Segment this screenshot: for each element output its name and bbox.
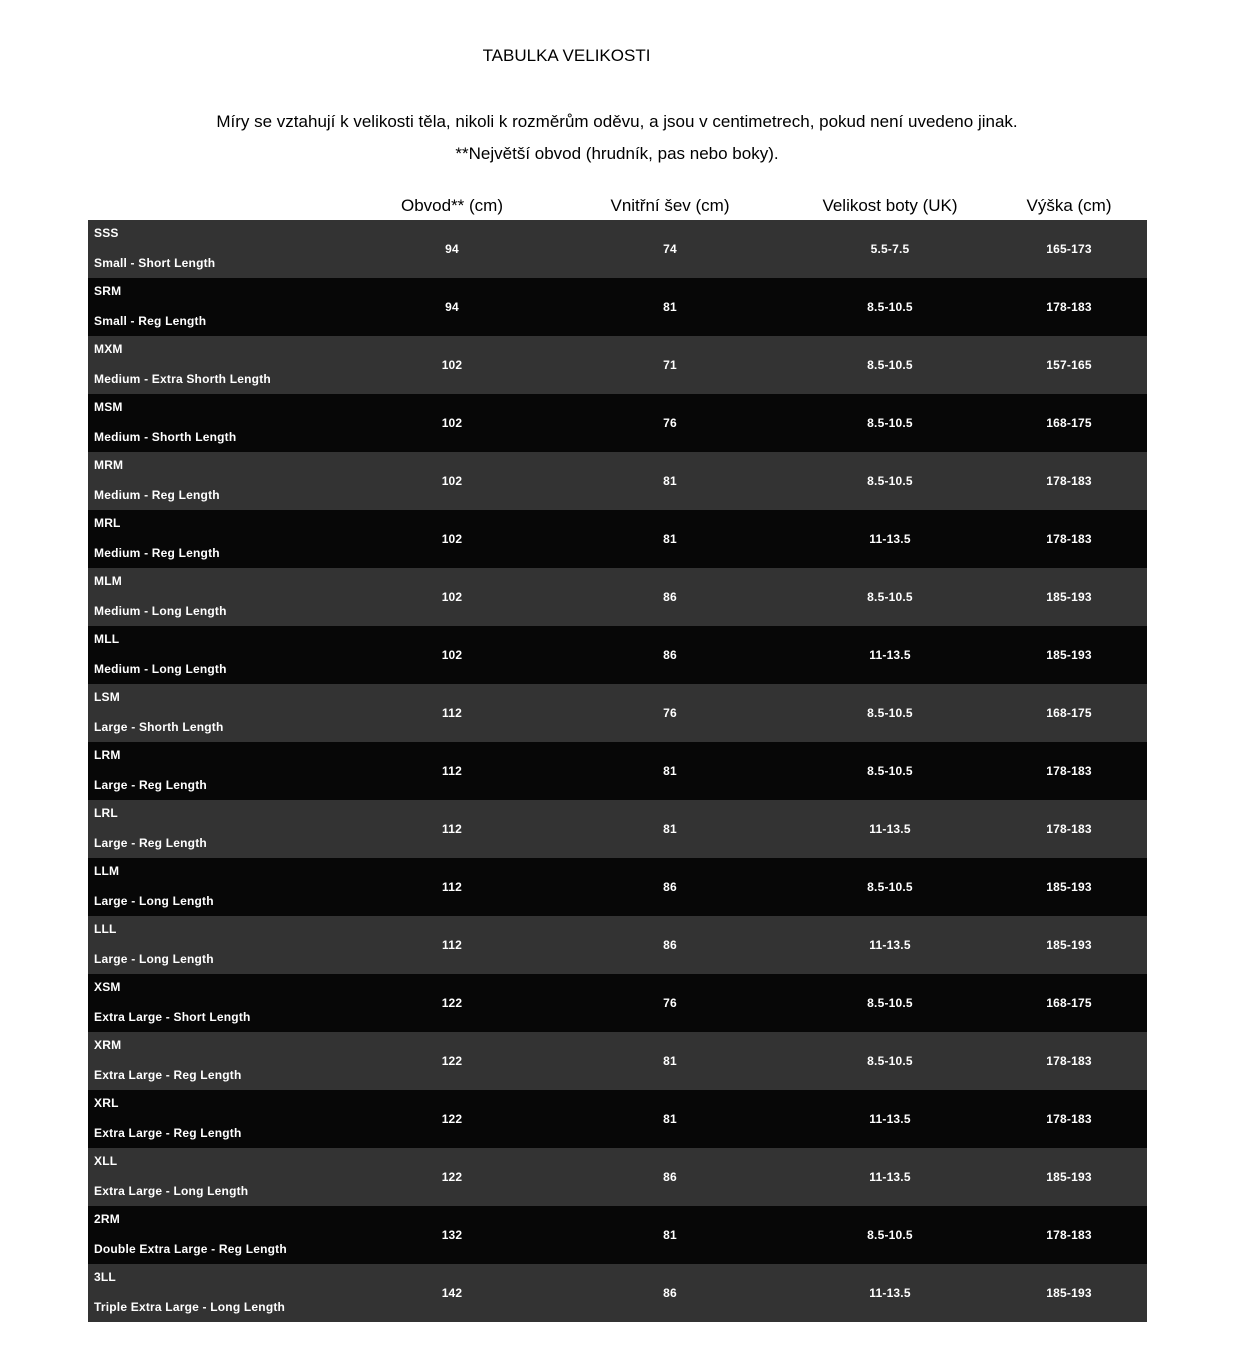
size-label-cell xyxy=(88,1032,353,1090)
height-value: 178-183 xyxy=(1046,1054,1092,1068)
shoe-size-value: 8.5-10.5 xyxy=(867,996,913,1010)
inseam-value: 81 xyxy=(663,300,677,314)
size-description: Medium - Reg Length xyxy=(94,488,220,502)
size-description: Large - Shorth Length xyxy=(94,720,224,734)
shoe-size-value: 8.5-10.5 xyxy=(867,474,913,488)
table-row xyxy=(88,510,1147,568)
page-title: TABULKA VELIKOSTI xyxy=(482,46,651,65)
size-code: MLL xyxy=(94,632,120,646)
obvod-value: 102 xyxy=(441,416,463,430)
table-row xyxy=(88,742,1147,800)
size-description: Extra Large - Short Length xyxy=(94,1010,251,1024)
inseam-value: 86 xyxy=(663,590,677,604)
height-value: 178-183 xyxy=(1046,532,1092,546)
obvod-value: 122 xyxy=(441,1054,463,1068)
size-label-cell xyxy=(88,858,353,916)
obvod-value: 142 xyxy=(441,1286,463,1300)
size-code: LLM xyxy=(94,864,120,878)
shoe-size-value: 8.5-10.5 xyxy=(867,416,913,430)
table-row xyxy=(88,916,1147,974)
size-code: MSM xyxy=(94,400,123,414)
size-label-cell xyxy=(88,394,353,452)
table-row xyxy=(88,800,1147,858)
inseam-value: 81 xyxy=(663,1112,677,1126)
size-code: XRM xyxy=(94,1038,122,1052)
size-description: Extra Large - Reg Length xyxy=(94,1126,242,1140)
shoe-size-value: 11-13.5 xyxy=(869,1112,911,1126)
size-label-cell xyxy=(88,1090,353,1148)
inseam-value: 86 xyxy=(663,880,677,894)
inseam-value: 81 xyxy=(663,822,677,836)
size-description: Medium - Reg Length xyxy=(94,546,220,560)
size-label-cell xyxy=(88,684,353,742)
size-label-cell xyxy=(88,974,353,1032)
inseam-value: 86 xyxy=(663,1286,677,1300)
shoe-size-value: 8.5-10.5 xyxy=(867,358,913,372)
column-header-size xyxy=(88,194,353,218)
obvod-value: 102 xyxy=(441,532,463,546)
obvod-value: 102 xyxy=(441,590,463,604)
size-label-cell xyxy=(88,742,353,800)
height-value: 168-175 xyxy=(1046,706,1092,720)
size-description: Medium - Long Length xyxy=(94,604,227,618)
shoe-size-value: 11-13.5 xyxy=(869,1170,911,1184)
size-label-cell xyxy=(88,1264,353,1322)
size-description: Double Extra Large - Reg Length xyxy=(94,1242,287,1256)
column-header-height: Výška (cm) xyxy=(1026,196,1112,215)
shoe-size-value: 8.5-10.5 xyxy=(867,706,913,720)
table-row xyxy=(88,1032,1147,1090)
height-value: 185-193 xyxy=(1046,590,1092,604)
size-label-cell xyxy=(88,916,353,974)
height-value: 185-193 xyxy=(1046,1286,1092,1300)
size-table xyxy=(88,220,1147,1322)
size-label-cell xyxy=(88,1206,353,1264)
inseam-value: 81 xyxy=(663,1228,677,1242)
size-note-line2: **Největší obvod (hrudník, pas nebo boky). xyxy=(455,144,779,163)
size-code: MLM xyxy=(94,574,122,588)
inseam-value: 76 xyxy=(663,416,677,430)
size-code: LLL xyxy=(94,922,117,936)
shoe-size-value: 11-13.5 xyxy=(869,1286,911,1300)
height-value: 185-193 xyxy=(1046,648,1092,662)
size-code: LRL xyxy=(94,806,118,820)
height-value: 168-175 xyxy=(1046,416,1092,430)
table-row xyxy=(88,1206,1147,1264)
height-value: 168-175 xyxy=(1046,996,1092,1010)
size-code: MRL xyxy=(94,516,121,530)
size-label-cell xyxy=(88,568,353,626)
shoe-size-value: 11-13.5 xyxy=(869,938,911,952)
inseam-value: 81 xyxy=(663,532,677,546)
shoe-size-value: 8.5-10.5 xyxy=(867,1228,913,1242)
column-header-shoe-size: Velikost boty (UK) xyxy=(822,196,958,215)
inseam-value: 74 xyxy=(663,242,677,256)
size-label-cell xyxy=(88,278,353,336)
size-label-cell xyxy=(88,220,353,278)
size-code: MXM xyxy=(94,342,123,356)
height-value: 165-173 xyxy=(1046,242,1092,256)
shoe-size-value: 8.5-10.5 xyxy=(867,1054,913,1068)
size-code: 2RM xyxy=(94,1212,120,1226)
inseam-value: 81 xyxy=(663,764,677,778)
table-row xyxy=(88,220,1147,278)
obvod-value: 122 xyxy=(441,1170,463,1184)
obvod-value: 112 xyxy=(442,822,462,836)
size-note xyxy=(0,106,1234,170)
table-row xyxy=(88,974,1147,1032)
shoe-size-value: 8.5-10.5 xyxy=(867,880,913,894)
size-description: Small - Short Length xyxy=(94,256,216,270)
height-value: 185-193 xyxy=(1046,1170,1092,1184)
height-value: 178-183 xyxy=(1046,300,1092,314)
size-description: Extra Large - Reg Length xyxy=(94,1068,242,1082)
size-description: Medium - Shorth Length xyxy=(94,430,237,444)
inseam-value: 81 xyxy=(663,1054,677,1068)
size-code: LRM xyxy=(94,748,121,762)
size-code: LSM xyxy=(94,690,120,704)
size-label-cell xyxy=(88,626,353,684)
size-code: 3LL xyxy=(94,1270,116,1284)
table-row xyxy=(88,1090,1147,1148)
size-description: Medium - Extra Shorth Length xyxy=(94,372,271,386)
obvod-value: 94 xyxy=(445,242,459,256)
size-description: Extra Large - Long Length xyxy=(94,1184,249,1198)
table-row xyxy=(88,858,1147,916)
height-value: 185-193 xyxy=(1046,938,1092,952)
shoe-size-value: 11-13.5 xyxy=(869,648,911,662)
column-header-obvod: Obvod** (cm) xyxy=(400,196,504,215)
obvod-value: 112 xyxy=(442,764,462,778)
shoe-size-value: 11-13.5 xyxy=(869,822,911,836)
table-row xyxy=(88,568,1147,626)
size-label-cell xyxy=(88,800,353,858)
shoe-size-value: 11-13.5 xyxy=(869,532,911,546)
inseam-value: 71 xyxy=(663,358,677,372)
size-description: Large - Reg Length xyxy=(94,836,207,850)
table-row xyxy=(88,684,1147,742)
size-code: XRL xyxy=(94,1096,119,1110)
obvod-value: 102 xyxy=(441,648,463,662)
obvod-value: 112 xyxy=(442,938,462,952)
table-row xyxy=(88,278,1147,336)
obvod-value: 132 xyxy=(441,1228,463,1242)
obvod-value: 94 xyxy=(445,300,459,314)
size-description: Large - Long Length xyxy=(94,894,214,908)
size-label-cell xyxy=(88,336,353,394)
inseam-value: 76 xyxy=(663,996,677,1010)
shoe-size-value: 8.5-10.5 xyxy=(867,300,913,314)
shoe-size-value: 5.5-7.5 xyxy=(870,242,910,256)
size-label-cell xyxy=(88,452,353,510)
size-note-line1: Míry se vztahují k velikosti těla, nikoli k rozměrům oděvu, a jsou v centimetrech, pokud není uvedeno jinak. xyxy=(216,112,1018,131)
size-description: Triple Extra Large - Long Length xyxy=(94,1300,286,1314)
height-value: 157-165 xyxy=(1046,358,1092,372)
obvod-value: 112 xyxy=(442,706,462,720)
size-label-cell xyxy=(88,1148,353,1206)
height-value: 178-183 xyxy=(1046,822,1092,836)
size-code: MRM xyxy=(94,458,124,472)
size-description: Large - Long Length xyxy=(94,952,214,966)
height-value: 185-193 xyxy=(1046,880,1092,894)
inseam-value: 86 xyxy=(663,1170,677,1184)
inseam-value: 76 xyxy=(663,706,677,720)
table-row xyxy=(88,626,1147,684)
height-value: 178-183 xyxy=(1046,1112,1092,1126)
shoe-size-value: 8.5-10.5 xyxy=(867,590,913,604)
obvod-value: 112 xyxy=(442,880,462,894)
size-code: SRM xyxy=(94,284,122,298)
size-code: XLL xyxy=(94,1154,118,1168)
height-value: 178-183 xyxy=(1046,474,1092,488)
obvod-value: 122 xyxy=(441,996,463,1010)
size-description: Small - Reg Length xyxy=(94,314,207,328)
table-row xyxy=(88,1264,1147,1322)
shoe-size-value: 8.5-10.5 xyxy=(867,764,913,778)
size-description: Large - Reg Length xyxy=(94,778,207,792)
obvod-value: 122 xyxy=(441,1112,463,1126)
size-code: XSM xyxy=(94,980,121,994)
size-description: Medium - Long Length xyxy=(94,662,227,676)
table-header-row xyxy=(88,194,1147,218)
column-header-inseam: Vnitřní šev (cm) xyxy=(610,196,730,215)
obvod-value: 102 xyxy=(441,358,463,372)
inseam-value: 86 xyxy=(663,648,677,662)
height-value: 178-183 xyxy=(1046,1228,1092,1242)
inseam-value: 86 xyxy=(663,938,677,952)
inseam-value: 81 xyxy=(663,474,677,488)
table-row xyxy=(88,394,1147,452)
table-row xyxy=(88,336,1147,394)
table-row xyxy=(88,452,1147,510)
obvod-value: 102 xyxy=(441,474,463,488)
height-value: 178-183 xyxy=(1046,764,1092,778)
size-label-cell xyxy=(88,510,353,568)
table-row xyxy=(88,1148,1147,1206)
size-code: SSS xyxy=(94,226,119,240)
